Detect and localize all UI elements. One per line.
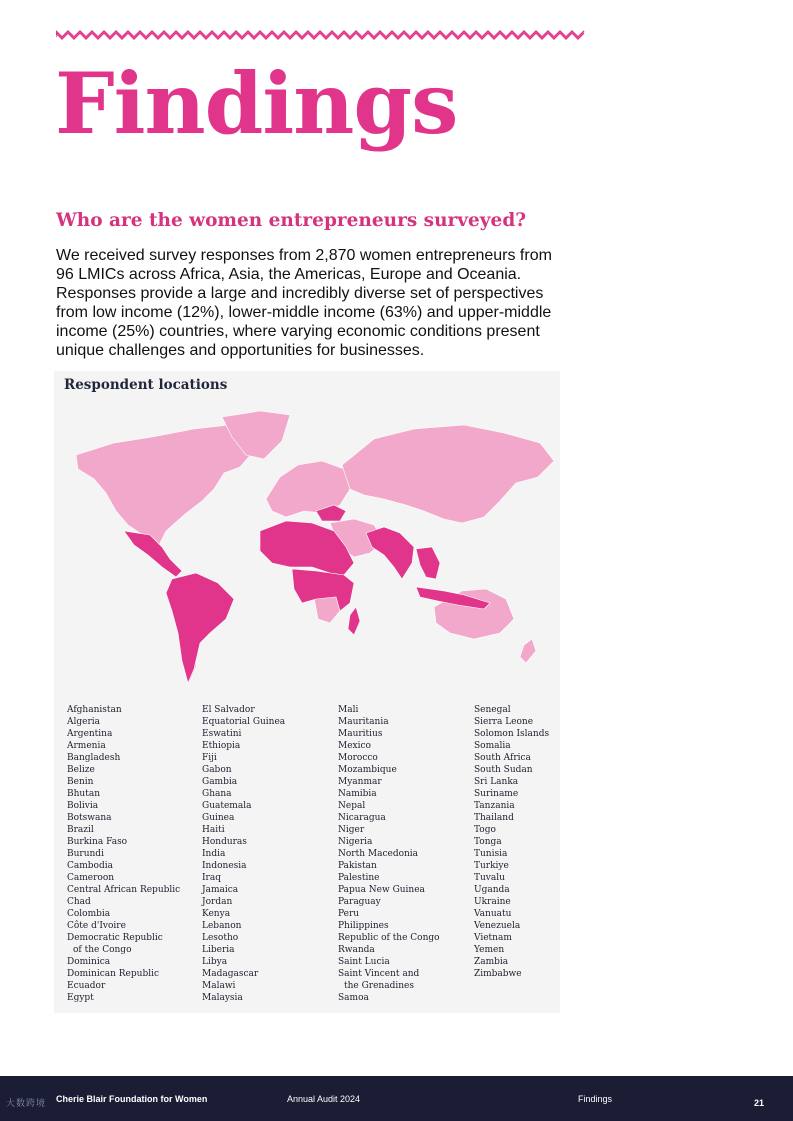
country-name: Tunisia <box>474 849 508 859</box>
country-name: Turkiye <box>474 861 509 871</box>
footer-section-name: Findings <box>578 1094 613 1104</box>
country-name: Somalia <box>474 741 511 751</box>
country-name: Philippines <box>338 921 389 931</box>
country-name: Bhutan <box>67 789 100 799</box>
country-column-2 <box>202 704 338 1004</box>
country-name: Mauritius <box>338 729 383 739</box>
country-name: Algeria <box>67 717 101 727</box>
country-name: Nepal <box>338 801 366 811</box>
page-title: Findings <box>55 54 458 153</box>
country-name: Venezuela <box>474 921 521 931</box>
country-name: Suriname <box>474 789 519 799</box>
country-name: South Sudan <box>474 765 533 775</box>
country-name: Tonga <box>474 837 502 847</box>
country-name: Zimbabwe <box>474 969 522 979</box>
north-america-landmass <box>76 425 259 547</box>
country-name: Liberia <box>202 945 235 955</box>
country-name: Solomon Islands <box>474 729 550 739</box>
country-name: Nigeria <box>338 837 373 847</box>
south-america-region <box>166 573 234 683</box>
country-name: Egypt <box>67 993 94 1003</box>
country-name: Paraguay <box>338 897 381 907</box>
country-name: Central African Republic <box>67 885 181 895</box>
country-name: Malawi <box>202 981 236 991</box>
country-name: Kenya <box>202 909 231 919</box>
country-name: Argentina <box>67 729 113 739</box>
country-name: Jamaica <box>202 885 239 895</box>
country-name: Thailand <box>474 813 514 823</box>
country-name: Equatorial Guinea <box>202 717 286 727</box>
country-name: Niger <box>338 825 365 835</box>
country-name: Democratic Republic <box>67 933 163 943</box>
country-name: Morocco <box>338 753 378 763</box>
country-name: Indonesia <box>202 861 247 871</box>
country-name: Benin <box>67 777 94 787</box>
country-column-4 <box>474 704 610 980</box>
country-name: Iraq <box>202 873 221 883</box>
country-name: Sierra Leone <box>474 717 534 727</box>
country-name: Gambia <box>202 777 238 787</box>
country-name: Dominica <box>67 957 111 967</box>
madagascar-region <box>348 607 360 635</box>
country-name: Saint Lucia <box>338 957 390 967</box>
country-name: Ethiopia <box>202 741 241 751</box>
country-name: North Macedonia <box>338 849 419 859</box>
new-zealand-landmass <box>520 639 536 663</box>
country-name: Guinea <box>202 813 235 823</box>
country-name: Ukraine <box>474 897 511 907</box>
page-footer <box>0 1076 793 1121</box>
zigzag-divider <box>56 28 588 42</box>
country-name: Côte d'Ivoire <box>67 921 126 931</box>
country-name: Namibia <box>338 789 377 799</box>
country-name: Malaysia <box>202 993 243 1003</box>
country-name: Zambia <box>474 957 509 967</box>
country-name: Gabon <box>202 765 232 775</box>
country-name: Republic of the Congo <box>338 933 440 943</box>
country-name: Nicaragua <box>338 813 386 823</box>
country-name: Togo <box>474 825 496 835</box>
country-name: Lesotho <box>202 933 239 943</box>
country-name: Bolivia <box>67 801 99 811</box>
country-name: Papua New Guinea <box>338 885 425 895</box>
intro-paragraph: We received survey responses from 2,870 women entrepreneurs from 96 LMICs across Africa, Asia, the Americas, Europe and Oceania. Responses provide a large and incredibly diverse set of perspectives from low income (12%), lower-middle income (63%) and upper-middle income (25%) countries, where varying economic conditions present unique challenges and opportunities for businesses. <box>56 247 552 359</box>
country-name: Colombia <box>67 909 111 919</box>
southeast-asia-region <box>416 547 440 579</box>
world-map <box>54 407 560 707</box>
country-name: Vietnam <box>474 933 512 943</box>
country-name: Libya <box>202 957 228 967</box>
country-name: Senegal <box>474 705 511 715</box>
respondent-locations-card <box>54 371 560 1013</box>
country-name: Uganda <box>474 885 510 895</box>
mexico-central-america-region <box>124 531 182 577</box>
country-name: Sri Lanka <box>474 777 519 787</box>
country-name: Rwanda <box>338 945 375 955</box>
southern-africa-landmass <box>314 595 340 623</box>
page-number: 21 <box>754 1098 765 1108</box>
country-name: Peru <box>338 909 360 919</box>
country-name: Palestine <box>338 873 380 883</box>
country-name: Tanzania <box>474 801 515 811</box>
country-name: Guatemala <box>202 801 252 811</box>
country-name: Brazil <box>67 825 94 835</box>
south-asia-region <box>366 527 414 579</box>
country-name: India <box>202 849 226 859</box>
country-name: Bangladesh <box>67 753 121 763</box>
country-name: Burkina Faso <box>67 837 128 847</box>
country-column-3 <box>338 704 474 1004</box>
watermark-text: 大数跨境 <box>6 1098 47 1108</box>
footer-report-title: Annual Audit 2024 <box>287 1094 361 1104</box>
country-name: Armenia <box>67 741 106 751</box>
country-name: Mozambique <box>338 765 397 775</box>
country-name: South Africa <box>474 753 531 763</box>
section-heading: Who are the women entrepreneurs surveyed? <box>56 210 527 231</box>
country-name: Cambodia <box>67 861 113 871</box>
country-name: Ghana <box>202 789 232 799</box>
country-name: Mexico <box>338 741 371 751</box>
country-name: Honduras <box>202 837 247 847</box>
country-name: Pakistan <box>338 861 377 871</box>
country-name: the Grenadines <box>344 981 414 991</box>
country-name: Eswatini <box>202 729 242 739</box>
country-name: Afghanistan <box>67 705 122 715</box>
country-name: Burundi <box>67 849 104 859</box>
country-name: Mauritania <box>338 717 389 727</box>
footer-organization: Cherie Blair Foundation for Women <box>56 1094 208 1104</box>
country-name: Myanmar <box>338 777 382 787</box>
country-name: Botswana <box>67 813 112 823</box>
country-name: Ecuador <box>67 981 106 991</box>
map-card-title: Respondent locations <box>64 377 228 393</box>
country-name: Haiti <box>202 825 225 835</box>
country-name: of the Congo <box>73 945 132 955</box>
country-name: Yemen <box>474 945 505 955</box>
country-name: Dominican Republic <box>67 969 160 979</box>
country-name: Cameroon <box>67 873 115 883</box>
country-name: Lebanon <box>202 921 242 931</box>
country-name: Belize <box>67 765 95 775</box>
country-name: Jordan <box>202 897 233 907</box>
country-name: Samoa <box>338 993 369 1003</box>
country-name: Fiji <box>202 753 217 763</box>
asia-landmass <box>342 425 554 523</box>
country-name: Tuvalu <box>474 873 505 883</box>
country-column-1 <box>67 704 203 1004</box>
country-name: Mali <box>338 705 359 715</box>
country-name: Madagascar <box>202 969 259 979</box>
country-name: Saint Vincent and <box>338 969 420 979</box>
country-name: El Salvador <box>202 705 255 715</box>
country-name: Vanuatu <box>474 909 512 919</box>
country-name: Chad <box>67 897 91 907</box>
